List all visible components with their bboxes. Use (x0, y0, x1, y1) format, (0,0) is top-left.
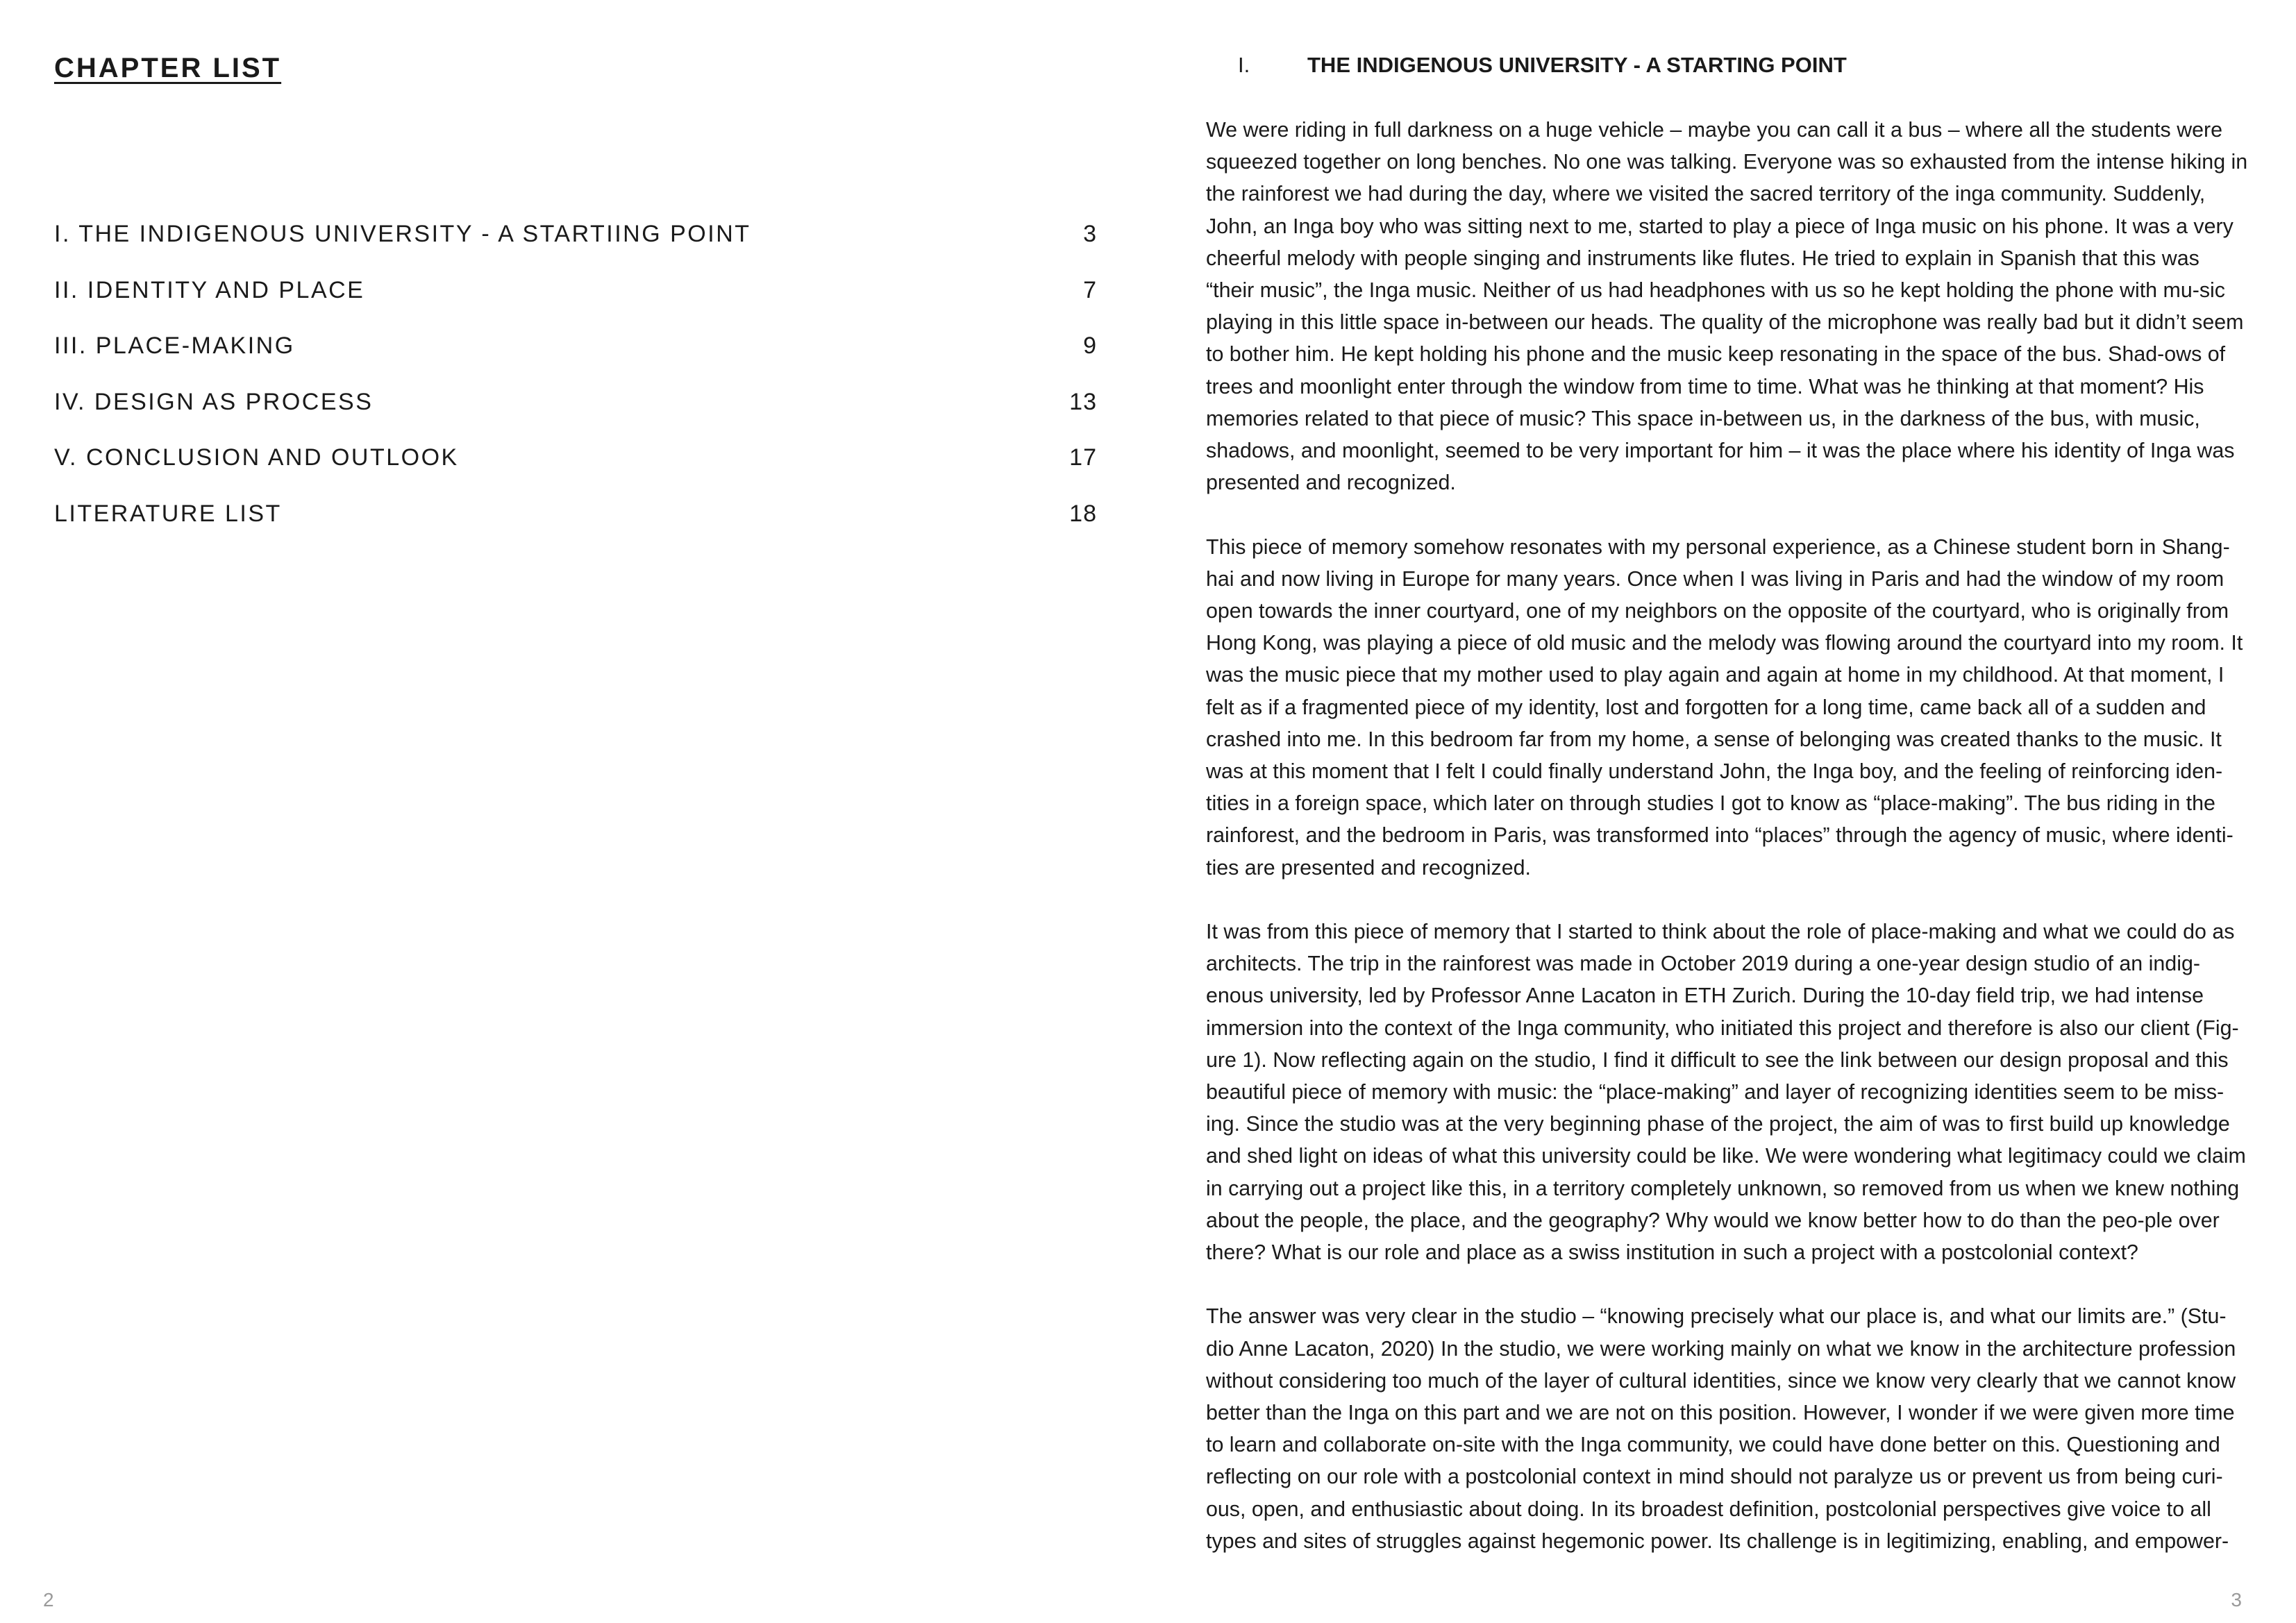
paragraph: This piece of memory somehow resonates with my personal experience, as a Chinese student born in Shang-hai and now living in Europe for many years. Once when I was living in Paris and had the window of my room open towards the inner courtyard, one of my neighbors on the opposite of the courtyard, who is originally from Hong Kong, was playing a piece of old music and the melody was flowing around the courtyard into my room. It was the music piece that my mother used to play again and again at home in my childhood. At that moment, I felt as if a fragmented piece of my identity, lost and forgotten for a long time, came back all of a sudden and crashed into me. In this bedroom far from my home, a sense of belonging was created thanks to the music. It was at this moment that I felt I could finally understand John, the Inga boy, and the feeling of reinforcing iden-tities in a foreign space, which later on through studies I got to know as “place-making”. The bus riding in the rainforest, and the bedroom in Paris, was transformed into “places” through the agency of music, where identi-ties are presented and recognized. (1206, 535, 2243, 880)
toc-entry-page: 9 (1083, 333, 1097, 359)
page-number-left: 2 (43, 1589, 54, 1611)
toc-entry (54, 444, 1097, 501)
section-title: THE INDIGENOUS UNIVERSITY - A STARTING POINT (1307, 53, 1847, 77)
toc-entry-page: 3 (1083, 221, 1097, 247)
toc-entry (54, 501, 1097, 557)
right-page (1148, 0, 2296, 1623)
paragraph: The answer was very clear in the studio – “knowing precisely what our place is, and what our limits are.” (Stu-dio Anne Lacaton, 2020) In the studio, we were working mainly on what we know in the architecture profession without considering too much of the layer of cultural identities, since we know very clearly that we cannot know better than the Inga on this part and we are not on this position. However, I wonder if we were given more time to learn and collaborate on-site with the Inga community, we could have done better on this. Questioning and reflecting on our role with a postcolonial context in mind should not paralyze us or prevent us from being curi-ous, open, and enthusiastic about doing. In its broadest definition, postcolonial perspectives give voice to all types and sites of struggles against hegemonic power. Its challenge is in legitimizing, enabling, and empower- (1206, 1304, 2236, 1553)
toc-entry (54, 389, 1097, 445)
paragraph: It was from this piece of memory that I started to think about the role of place-making and what we could do as architects. The trip in the rainforest was made in October 2019 during a one-year design studio of an indig-enous university, led by Professor Anne Lacaton in ETH Zurich. During the 10-day field trip, we had intense immersion into the context of the Inga community, who initiated this project and therefore is also our client (Fig-ure 1). Now reflecting again on the studio, I find it difficult to see the link between our design proposal and this beautiful piece of memory with music: the “place-making” and layer of recognizing identities seem to be miss-ing. Since the studio was at the very beginning phase of the project, the aim of was to first build up knowledge and shed light on ideas of what this university could be like. We were wondering what legitimacy could we claim in carrying out a project like this, in a territory completely unknown, so removed from us when we knew nothing about the people, the place, and the geography? Why would we know better how to do than the peo-ple over there? What is our role and place as a swiss institution in such a project with a postcolonial context? (1206, 920, 2246, 1265)
toc-entry-label: V. CONCLUSION AND OUTLOOK (54, 444, 459, 471)
toc-entry-page: 18 (1069, 500, 1097, 527)
toc-entry (54, 333, 1097, 389)
toc-entry-label: II. IDENTITY AND PLACE (54, 276, 365, 303)
chapter-list-heading: CHAPTER LIST (54, 53, 282, 83)
section-heading (1238, 53, 1847, 78)
paragraph: We were riding in full darkness on a huge vehicle – maybe you can call it a bus – where all the students were squeezed together on long benches. No one was talking. Everyone was so exhausted from the intense hiking in the rainforest we had during the day, where we visited the sacred territory of the inga community. Suddenly, John, an Inga boy who was sitting next to me, started to play a piece of Inga music on his phone. It was a very cheerful melody with people singing and instruments like flutes. He tried to explain in Spanish that this was “their music”, the Inga music. Neither of us had headphones with us so he kept holding the phone with mu-sic playing in this little space in-between our heads. The quality of the microphone was really bad but it didn’t seem to bother him. He kept holding his phone and the music keep resonating in the space of the bus. Shad-ows of trees and moonlight enter through the window from time to time. What was he thinking at that moment? His memories related to that piece of music? This space in-between us, in the darkness of the bus, with music, shadows, and moonlight, seemed to be very important for him – it was the place where his identity of Inga was presented and recognized. (1206, 118, 2248, 495)
toc-entry-label: I. THE INDIGENOUS UNIVERSITY - A STARTIING POINT (54, 221, 751, 247)
toc-entry (54, 277, 1097, 333)
toc-entry-page: 17 (1069, 444, 1097, 471)
toc-entry-page: 7 (1083, 276, 1097, 303)
toc-entry-page: 13 (1069, 388, 1097, 415)
page-number-right: 3 (2231, 1589, 2242, 1611)
toc-entry-label: III. PLACE-MAKING (54, 333, 295, 359)
toc-entry (54, 221, 1097, 277)
toc-entry-label: LITERATURE LIST (54, 500, 282, 527)
toc-entry-label: IV. DESIGN AS PROCESS (54, 388, 374, 415)
body-text (1206, 114, 2249, 1589)
table-of-contents (54, 221, 1097, 556)
section-number: I. (1238, 53, 1250, 77)
